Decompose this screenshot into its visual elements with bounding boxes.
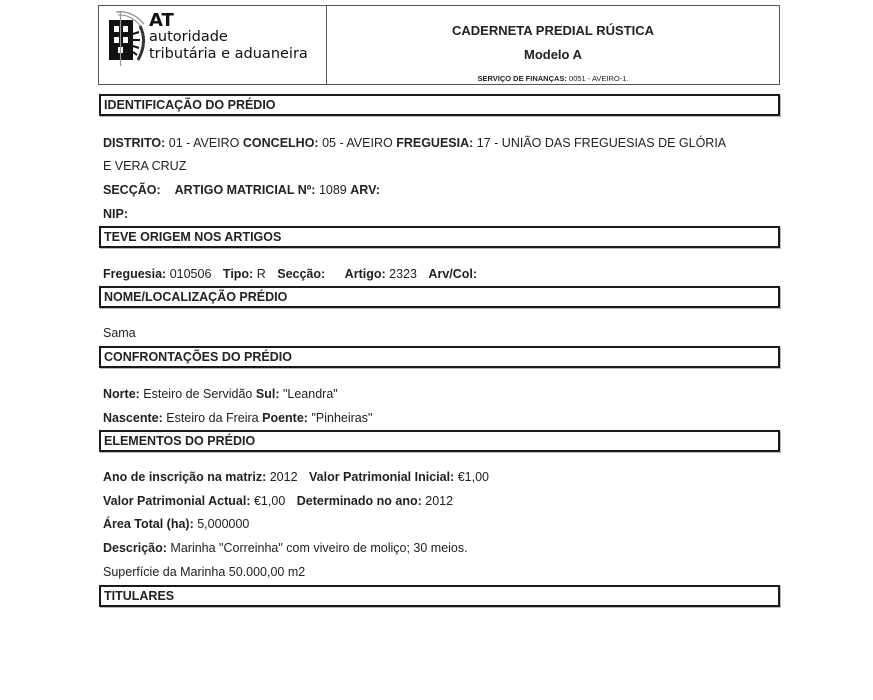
vp-inicial-value: €1,00 [457,470,489,484]
nome-value: Sama [103,326,136,340]
determinado-value: 2012 [425,494,454,508]
norte-sul-line [103,386,338,402]
origem-freguesia-label: Freguesia: [103,267,167,281]
sul-value: "Leandra" [282,387,338,401]
origem-line [103,266,477,282]
determinado-label: Determinado no ano: [296,494,422,508]
descricao-line [103,540,468,556]
nascente-label: Nascente: [103,411,163,425]
artigo-line [103,182,380,198]
location-line [103,135,726,151]
service-line [327,74,779,83]
nip-line [103,206,128,222]
ano-inscricao-value: 2012 [269,470,298,484]
arv-label: ARV: [350,183,380,197]
vp-actual-line [103,493,453,509]
vp-actual-label: Valor Patrimonial Actual: [103,494,251,508]
area-line [103,516,249,532]
descricao-continued: Superfície da Marinha 50.000,00 m2 [103,565,306,579]
freguesia-value: 17 - UNIÃO DAS FREGUESIAS DE GLÓRIA [476,136,727,150]
origem-artigo-label: Artigo: [344,267,386,281]
area-label: Área Total (ha): [103,517,194,531]
nip-label: NIP: [103,207,128,221]
section-header-elementos: ELEMENTOS DO PRÉDIO [99,430,780,452]
norte-value: Esteiro de Servidão [143,387,253,401]
artigo-matricial-value: 1089 [318,183,347,197]
nascente-poente-line [103,410,372,426]
descricao-label: Descrição: [103,541,167,555]
section-header-origem: TEVE ORIGEM NOS ARTIGOS [99,226,780,248]
vp-actual-value: €1,00 [253,494,286,508]
ano-inscricao-label: Ano de inscrição na matriz: [103,470,267,484]
ano-vp-inicial-line [103,469,489,485]
title-cell [327,6,779,84]
descricao-value: Marinha "Correinha" com viveiro de moliço; 30 meios. [170,541,468,555]
document-header [98,5,780,85]
artigo-matricial-label: ARTIGO MATRICIAL Nº: [174,183,316,197]
section-header-nome: NOME/LOCALIZAÇÃO PRÉDIO [99,286,780,308]
origem-arvcol-label: Arv/Col: [428,267,478,281]
concelho-label: CONCELHO: [242,136,319,150]
concelho-value: 05 - AVEIRO [322,136,393,150]
origem-artigo-value: 2323 [389,267,417,281]
norte-label: Norte: [103,387,140,401]
origem-freguesia-value: 010506 [169,267,212,281]
distrito-label: DISTRITO: [103,136,166,150]
origem-tipo-label: Tipo: [222,267,254,281]
nascente-value: Esteiro da Freira [166,411,259,425]
at-logo [99,6,327,84]
logo-line-2: tributária e aduaneira [149,46,308,62]
section-header-confrontacoes: CONFRONTAÇÕES DO PRÉDIO [99,346,780,368]
poente-label: Poente: [262,411,308,425]
freguesia-value-continued: E VERA CRUZ [103,159,187,173]
origem-tipo-value: R [256,267,266,281]
portugal-shield-icon [106,10,146,66]
sul-label: Sul: [255,387,280,401]
logo-abbr: AT [149,10,174,31]
origem-seccao-label: Secção: [277,267,326,281]
poente-value: "Pinheiras" [311,411,373,425]
freguesia-label: FREGUESIA: [396,136,474,150]
document-subtitle: Modelo A [523,47,582,62]
section-header-titulares: TITULARES [99,585,780,607]
seccao-label: SECÇÃO: [103,183,161,197]
area-value: 5,000000 [197,517,250,531]
logo-line-1: autoridade [149,29,228,45]
section-header-identificacao: IDENTIFICAÇÃO DO PRÉDIO [99,94,780,116]
service-value: 0051 - AVEIRO-1. [569,74,629,83]
service-label: SERVIÇO DE FINANÇAS: [477,74,567,83]
vp-inicial-label: Valor Patrimonial Inicial: [309,470,455,484]
document-title: CADERNETA PREDIAL RÚSTICA [452,23,654,38]
distrito-value: 01 - AVEIRO [168,136,240,150]
